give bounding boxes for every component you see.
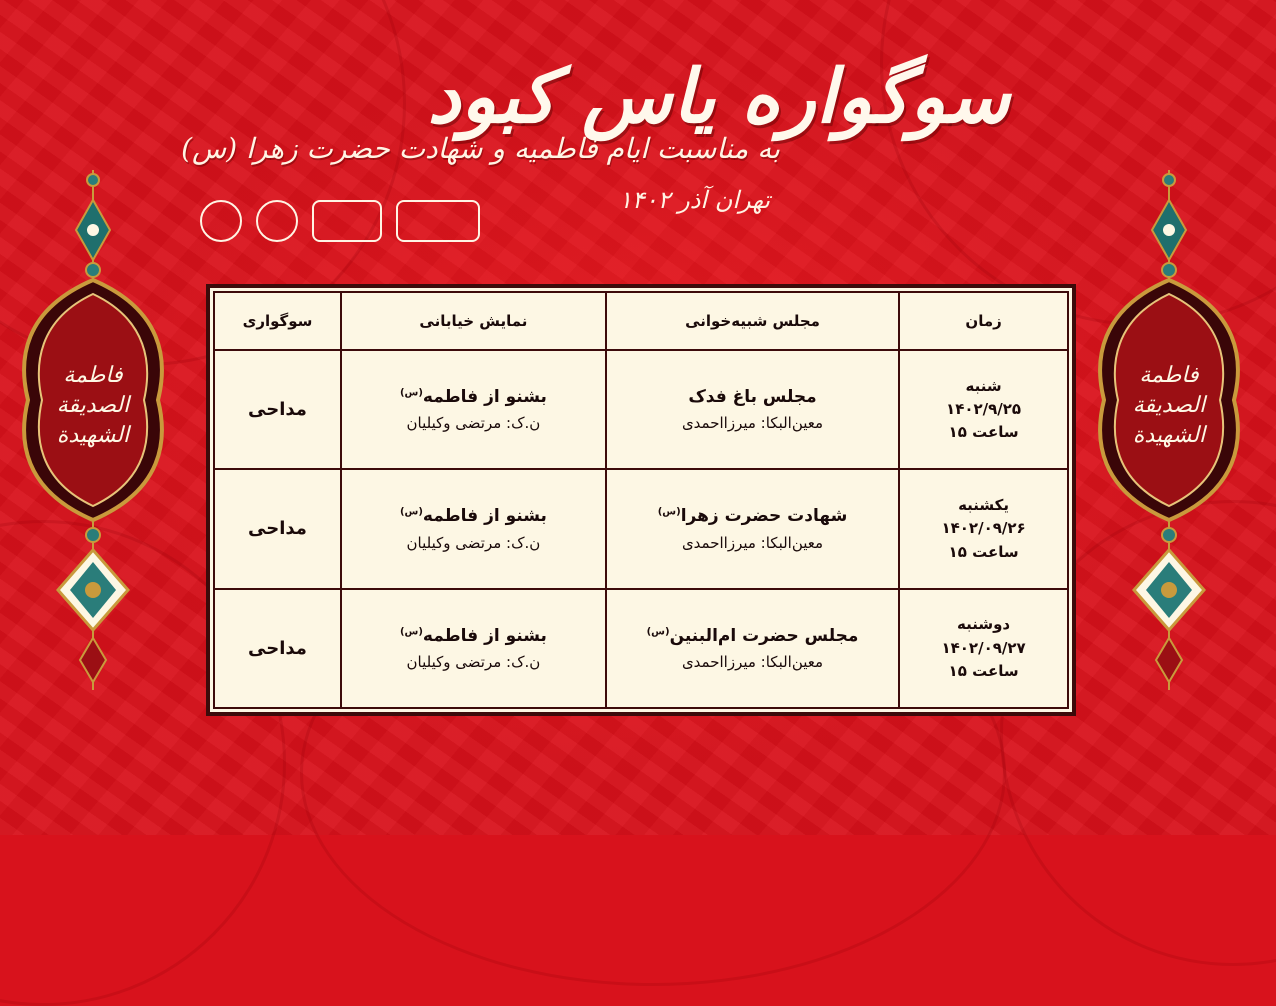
table-row bbox=[214, 350, 1068, 469]
street-show-cell bbox=[341, 469, 606, 588]
shabih-director: معین‌البکا: میرزااحمدی bbox=[681, 533, 824, 552]
right-ornament-icon bbox=[1094, 170, 1244, 690]
left-ornament-icon bbox=[18, 170, 168, 690]
street-director: ن.ک: مرتضی وکیلیان bbox=[406, 652, 541, 671]
shabih-title-line bbox=[608, 384, 897, 411]
shabih-cell bbox=[606, 469, 899, 588]
day-label: دوشنبه bbox=[957, 615, 1011, 634]
street-director: ن.ک: مرتضی وکیلیان bbox=[406, 533, 541, 552]
hour-label: ساعت ۱۵ bbox=[948, 542, 1019, 561]
sponsor-logos bbox=[200, 200, 480, 242]
mourning-cell: مداحی bbox=[214, 469, 341, 588]
shabih-title: مجلس باغ فدک bbox=[688, 387, 817, 408]
mourning-cell: مداحی bbox=[214, 589, 341, 708]
header-street-show: نمایش خیابانی bbox=[341, 292, 606, 350]
street-title: بشنو از فاطمه bbox=[422, 625, 547, 646]
street-honorific: (س) bbox=[399, 626, 423, 638]
header-shabih: مجلس شبیه‌خوانی bbox=[606, 292, 899, 350]
shabih-title-line bbox=[608, 503, 897, 530]
svg-text:فاطمة: فاطمة bbox=[63, 363, 123, 388]
street-title-line bbox=[343, 623, 604, 650]
street-honorific: (س) bbox=[399, 387, 423, 399]
svg-text:الشهیدة: الشهیدة bbox=[1132, 423, 1206, 448]
table-header-row bbox=[214, 292, 1068, 350]
street-title-line bbox=[343, 384, 604, 411]
sponsor-logo-icon bbox=[312, 200, 382, 242]
sponsor-logo-icon bbox=[200, 200, 242, 242]
shabih-director: معین‌البکا: میرزااحمدی bbox=[681, 414, 824, 433]
shabih-director: معین‌البکا: میرزااحمدی bbox=[681, 652, 824, 671]
street-title: بشنو از فاطمه bbox=[422, 387, 547, 408]
street-director: ن.ک: مرتضی وکیلیان bbox=[406, 414, 541, 433]
hour-label: ساعت ۱۵ bbox=[948, 661, 1019, 680]
date-label: ۱۴۰۲/۹/۲۵ bbox=[946, 400, 1022, 419]
time-cell bbox=[899, 469, 1068, 588]
time-cell bbox=[899, 589, 1068, 708]
svg-text:فاطمة: فاطمة bbox=[1139, 363, 1199, 388]
header-mourning: سوگواری bbox=[214, 292, 341, 350]
shabih-honorific: (س) bbox=[646, 626, 670, 638]
date-label: ۱۴۰۲/۰۹/۲۷ bbox=[941, 638, 1026, 657]
shabih-title-line bbox=[608, 623, 897, 650]
schedule-table-frame bbox=[206, 284, 1076, 716]
street-title: بشنو از فاطمه bbox=[422, 506, 547, 527]
main-title: سوگواره یاس کبود bbox=[427, 54, 1010, 140]
subtitle: به مناسبت ایام فاطمیه و شهادت حضرت زهرا (س) bbox=[181, 132, 780, 165]
shabih-title: شهادت حضرت زهرا bbox=[680, 506, 848, 527]
header-time: زمان bbox=[899, 292, 1068, 350]
svg-text:الصدیقة: الصدیقة bbox=[56, 393, 130, 418]
date-label: ۱۴۰۲/۰۹/۲۶ bbox=[941, 519, 1026, 538]
street-title-line bbox=[343, 503, 604, 530]
shabih-title: مجلس حضرت ام‌البنین bbox=[669, 625, 859, 646]
street-honorific: (س) bbox=[399, 506, 423, 518]
day-label: شنبه bbox=[965, 376, 1002, 395]
street-show-cell bbox=[341, 589, 606, 708]
shabih-cell bbox=[606, 350, 899, 469]
shabih-cell bbox=[606, 589, 899, 708]
sponsor-logo-icon bbox=[256, 200, 298, 242]
svg-text:الصدیقة: الصدیقة bbox=[1132, 393, 1206, 418]
header bbox=[181, 40, 1070, 260]
street-show-cell bbox=[341, 350, 606, 469]
day-label: یکشنبه bbox=[958, 496, 1010, 515]
time-cell bbox=[899, 350, 1068, 469]
hour-label: ساعت ۱۵ bbox=[948, 423, 1019, 442]
sponsor-logo-icon bbox=[396, 200, 480, 242]
date-line: تهران آذر ۱۴۰۲ bbox=[618, 186, 770, 214]
schedule-table bbox=[213, 291, 1069, 709]
shabih-honorific: (س) bbox=[657, 506, 681, 518]
mourning-cell: مداحی bbox=[214, 350, 341, 469]
table-row bbox=[214, 589, 1068, 708]
svg-text:الشهیدة: الشهیدة bbox=[56, 423, 130, 448]
table-row bbox=[214, 469, 1068, 588]
